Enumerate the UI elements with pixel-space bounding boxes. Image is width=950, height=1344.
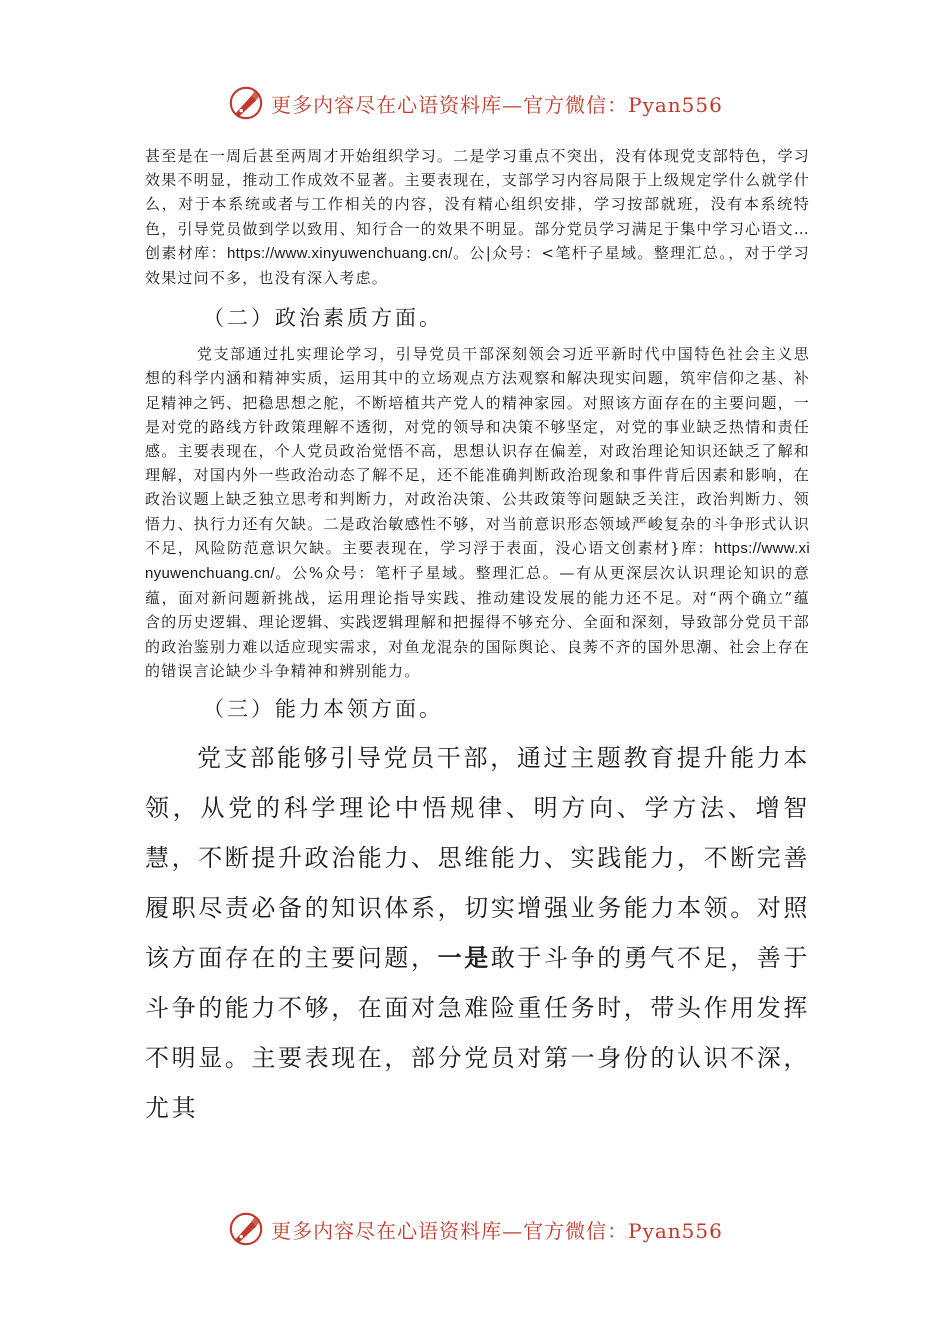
url-link: https://www.xinyuwenchuang.cn/ bbox=[145, 539, 810, 583]
paragraph-section1-tail: 甚至是在一周后甚至两周才开始组织学习。二是学习重点不突出，没有体现党支部特色，学习效果不明显，推动工作成效不显著。主要表现在，支部学习内容局限于上级规定学什么就学什么，对于本系统或者与工作相关的内容，没有精心组织安排，学习按部就班，没有本系统特色，引导党员做到学以致用、知行合一的效果不明显。部分党员学习满足于集中学习心语文…创素材库：https://www.xinyuwenchuang.cn/。公|众号：<笔杆子星域。整理汇总。，对于学习效果过问不多，也没有深入考虑。 bbox=[145, 147, 810, 288]
paragraph-section3: 党支部能够引导党员干部，通过主题教育提升能力本领，从党的科学理论中悟规律、明方向、学方法、增智慧，不断提升政治能力、思维能力、实践能力，不断完善履职尽责必备的知识体系，切实增强业务能力本领。对照该方面存在的主要问题，一是敢于斗争的勇气不足，善于斗争的能力不够，在面对急难险重任务时，带头作用发挥不明显。主要表现在，部分党员对第一身份的认识不深，尤其 bbox=[145, 744, 811, 1123]
pen-nib-logo-icon bbox=[227, 84, 265, 122]
url-link: https://www.xinyuwenchuang.cn/ bbox=[226, 244, 453, 262]
heading-ability: （三）能力本领方面。 bbox=[203, 697, 443, 722]
banner-text: 更多内容尽在心语资料库—官方微信：Pyan556 bbox=[271, 1218, 723, 1243]
document-body bbox=[145, 144, 810, 1133]
paragraph-section2: 党支部通过扎实理论学习，引导党员干部深刻领会习近平新时代中国特色社会主义思想的科学内涵和精神实质，运用其中的立场观点方法观察和解决现实问题，筑牢信仰之基、补足精神之钙、把稳思想之舵，不断培植共产党人的精神家园。对照该方面存在的主要问题，一是对党的路线方针政策理解不透彻，对党的领导和决策不够坚定，对党的事业缺乏热情和责任感。主要表现在，个人党员政治觉悟不高，思想认识存在偏差，对政治理论知识还缺乏了解和理解，对国内外一些政治动态了解不足，还不能准确判断政治现象和事件背后因素和影响，在政治议题上缺乏独立思考和判断力，对政治决策、公共政策等问题缺乏关注，政治判断力、领悟力、执行力还有欠缺。二是政治敏感性不够，对当前意识形态领域严峻复杂的斗争形式认识不足，风险防范意识欠缺。主要表现在，学习浮于表面，没心语文创素材}库：https://www.xinyuwenchuang.cn/。公%众号：笔杆子星域。整理汇总。—有从更深层次认识理论知识的意蕴，面对新问题新挑战，运用理论指导实践、推动建设发展的能力还不足。对“两个确立”蕴含的历史逻辑、理论逻辑、实践逻辑理解和把握得不够充分、全面和深刻，导致部分党员干部的政治鉴别力难以适应现实需求，对鱼龙混杂的国际舆论、良莠不齐的国外思潮、社会上存在的错误言论缺少斗争精神和辨别能力。 bbox=[145, 345, 810, 680]
banner-text: 更多内容尽在心语资料库—官方微信：Pyan556 bbox=[271, 92, 723, 117]
top-banner bbox=[0, 84, 950, 122]
heading-political-quality: （二）政治素质方面。 bbox=[203, 306, 443, 331]
bottom-banner bbox=[0, 1210, 950, 1248]
pen-nib-logo-icon bbox=[227, 1210, 265, 1248]
bold-marker: 一是 bbox=[437, 943, 491, 973]
